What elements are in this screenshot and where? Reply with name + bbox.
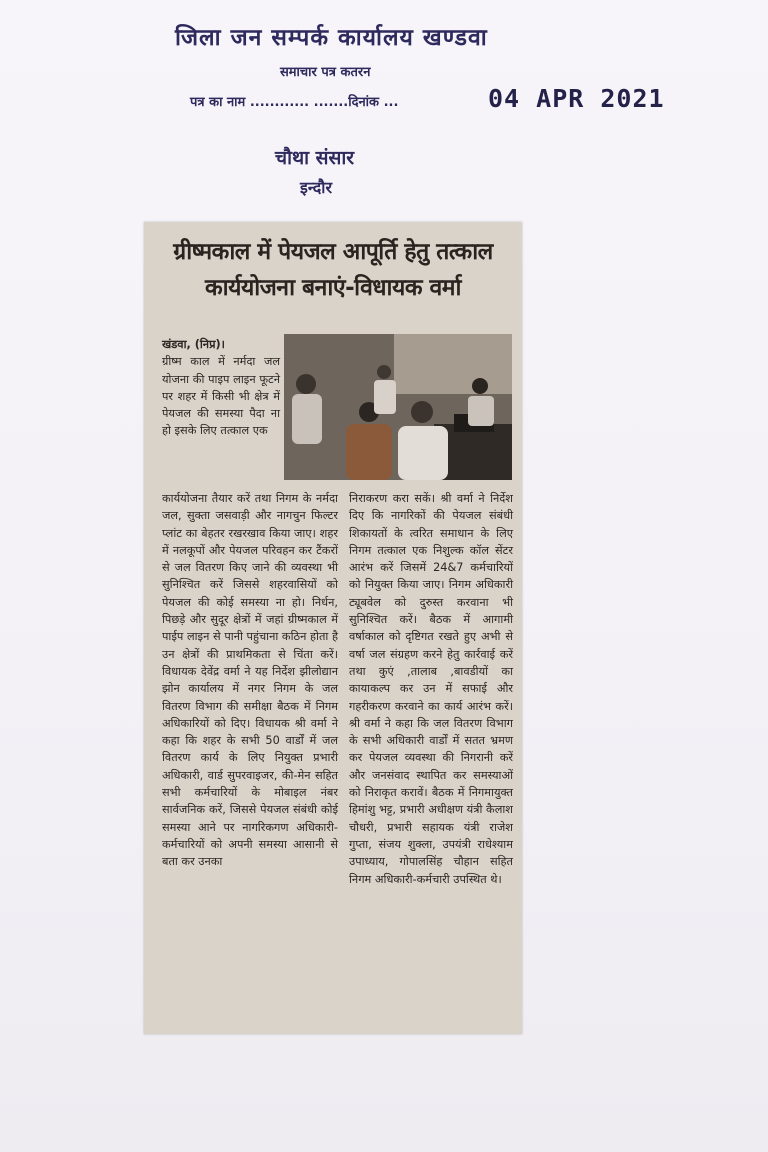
newspaper-clipping [144, 222, 522, 1034]
newspaper-city: इन्दौर [300, 178, 332, 197]
article-dateline: खंडवा, (निप्र)। [162, 338, 225, 351]
article-lead-text: ग्रीष्म काल में नर्मदा जल योजना की पाइप लाइन फूटने पर शहर में किसी भी क्षेत्र में पेयजल की समस्या पैदा ना हो इसके लिए तत्काल एक [162, 355, 280, 438]
office-stamp-title: जिला जन सम्पर्क कार्यालय खण्डवा [175, 25, 488, 51]
stamp-paper-line: पत्र का नाम ............ .......दिनांक ... [190, 95, 399, 110]
headline-line-1: ग्रीष्मकाल में पेयजल आपूर्ति हेतु तत्काल [173, 239, 493, 265]
meeting-photo [284, 334, 512, 480]
headline-line-2: कार्ययोजना बनाएं-विधायक वर्मा [204, 275, 462, 301]
newspaper-name: चौथा संसार [275, 147, 355, 169]
meeting-photo-illustration [284, 334, 512, 480]
stamp-subheading: समाचार पत्र कतरन [280, 65, 371, 80]
article-column-2: निराकरण करा सकें। श्री वर्मा ने निर्देश दिए कि नागरिकों की पेयजल संबंधी शिकायतों के त्वरित समाधान के लिए निगम तत्काल एक निशुल्क कॉल सेंटर आरंभ करें जिसमें 24&7 कर्मचारियों को नियुक्त किया जाए। निगम अधिकारी ट्यूबवेल को दुरुस्त करवाना भी सुनिश्चित करें। बैठक में आगामी वर्षाकाल को दृष्टिगत रखते हुए अभी से वर्षा जल संग्रहण करने हेतु कार्रवाई करें तथा कुएं ,तालाब ,बावडीयों का कायाकल्प कर उन में सफाई और गहरीकरण करवाने का कार्य आरंभ करें। श्री वर्मा ने कहा कि जल वितरण विभाग के सभी अधिकारी वार्डों में सतत भ्रमण कर पेयजल व्यवस्था की निगरानी करें और जनसंवाद स्थापित कर समस्याओं को निराकृत करावें। बैठक में निगमायुक्त हिमांशु भट्ट, प्रभारी अधीक्षण यंत्री कैलाश चौधरी, प्रभारी सहायक यंत्री राजेश गुप्ता, संजय शुक्ला, उपयंत्री राधेश्याम उपाध्याय, गोपालसिंह चौहान सहित निगम अधिकारी-कर्मचारी उपस्थित थे। [349, 492, 513, 886]
date-stamp: 04 APR 2021 [488, 84, 665, 113]
article-column-1: कार्ययोजना तैयार करें तथा निगम के नर्मदा जल, सुक्ता जसवाड़ी और नागचुन फिल्टर प्लांट का बेहतर रखरखाव किया जाए। शहर में नलकूपों और पेयजल परिवहन कर टैंकरों से जल वितरण किए जाने की व्यवस्था भी सुनिश्चित करें जिससे शहरवासियों को पेयजल की कोई समस्या ना हो। निर्धन, पिछड़े और सुदूर क्षेत्रों में जहां ग्रीष्मकाल में पाईप लाइन से पानी पहुंचाना कठिन होता है उन क्षेत्रों की प्राथमिकता से चिंता करें। विधायक देवेंद्र वर्मा ने यह निर्देश झीलोद्यान झोन कार्यालय में नगर निगम के जल वितरण विभाग की समीक्षा बैठक में निगम अधिकारियों को दिए। विधायक श्री वर्मा ने कहा कि शहर के सभी 50 वार्डों में जल वितरण कार्य के लिए नियुक्त प्रभारी अधिकारी, वार्ड सुपरवाइजर, की-मेन सहित सभी कर्मचारियों के मोबाइल नंबर सार्वजनिक करें, जिससे पेयजल संबंधी कोई समस्या आने पर नागरिकगण अधिकारी-कर्मचारियों को अपनी समस्या आसानी से बता कर उनका [162, 492, 338, 869]
article-headline [144, 234, 522, 306]
article-lead [162, 336, 280, 440]
